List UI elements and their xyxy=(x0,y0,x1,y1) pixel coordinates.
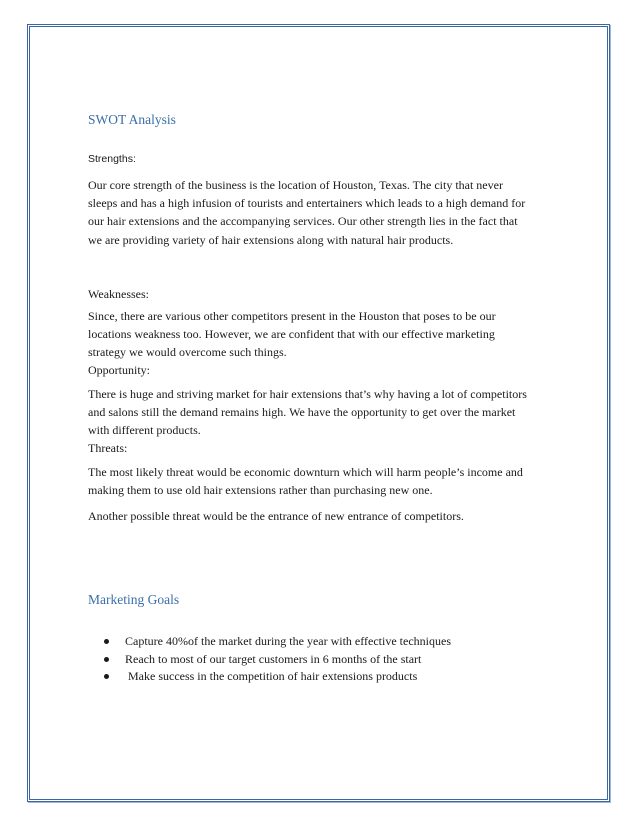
goal-text: Make success in the competition of hair extensions products xyxy=(125,669,418,683)
bullet-icon xyxy=(104,674,109,679)
goal-item xyxy=(104,633,451,651)
weaknesses-paragraph: Since, there are various other competitors present in the Houston that poses to be our locations weakness too. However, we are confident that with our effective marketing strategy we would overcome such things. xyxy=(88,309,496,360)
swot-heading: SWOT Analysis xyxy=(88,112,176,127)
goal-text: Capture 40%of the market during the year with effective techniques xyxy=(125,634,451,648)
opportunity-label: Opportunity: xyxy=(88,363,150,377)
threats-paragraph-2: Another possible threat would be the entrance of new entrance of competitors. xyxy=(88,509,464,523)
goal-text: Reach to most of our target customers in 6 months of the start xyxy=(125,651,422,666)
bullet-icon xyxy=(104,639,109,644)
threats-label: Threats: xyxy=(88,441,128,455)
weaknesses-label: Weaknesses: xyxy=(88,287,150,301)
goal-item xyxy=(104,651,451,669)
strengths-paragraph: Our core strength of the business is the location of Houston, Texas. The city that never sleeps and has a high infusion of tourists and entertainers which leads to a high demand for our hair extensions and the accompanying services. Our other strength lies in the fact that we are providing variety of hair extensions along with natural hair products. xyxy=(88,178,526,247)
threats-paragraph-1: The most likely threat would be economic downturn which will harm people’s income and making them to use old hair extensions rather than purchasing new one. xyxy=(88,465,523,498)
opportunity-paragraph: There is huge and striving market for hair extensions that’s why having a lot of competitors and salons still the demand remains high. We have the opportunity to get over the market with different products. xyxy=(88,387,527,438)
marketing-goals-list xyxy=(104,633,451,686)
bullet-icon xyxy=(104,657,109,662)
goal-item xyxy=(104,668,451,686)
marketing-goals-heading: Marketing Goals xyxy=(88,592,180,607)
strengths-label: Strengths: xyxy=(88,153,136,165)
